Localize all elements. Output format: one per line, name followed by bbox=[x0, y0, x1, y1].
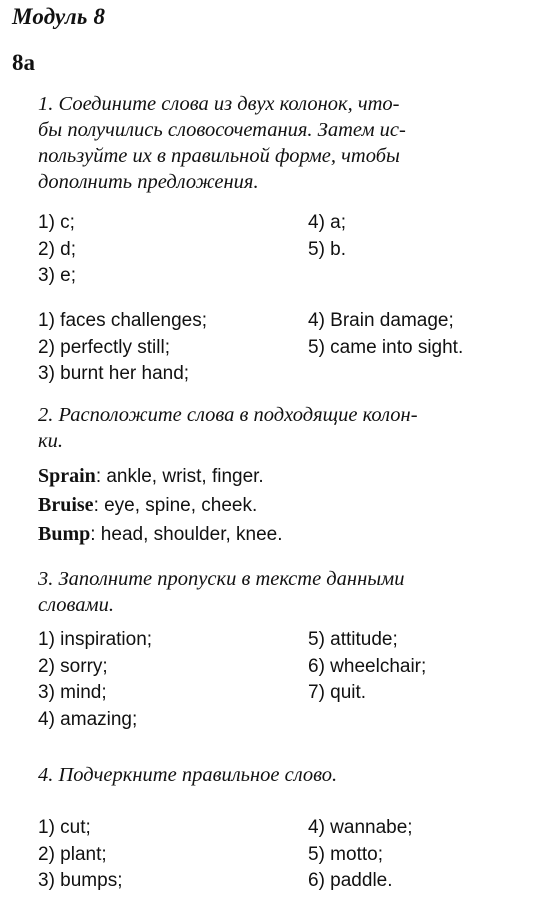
answer-item: 1) cut; bbox=[38, 817, 91, 838]
answer-item: 2) d; bbox=[38, 238, 77, 260]
task-1-matching-left-column bbox=[38, 210, 76, 290]
answer-item: 3) mind; bbox=[38, 682, 107, 703]
task-4-left-column bbox=[38, 815, 122, 895]
module-title: Модуль 8 bbox=[12, 4, 106, 29]
answer-item: 2) perfectly still; bbox=[38, 336, 170, 358]
task-3-answers bbox=[38, 627, 518, 737]
answer-item: 6) wheelchair; bbox=[308, 655, 427, 677]
answer-item: 5) motto; bbox=[308, 843, 383, 865]
task-3-right-column bbox=[308, 627, 426, 707]
task-3-left-column bbox=[38, 627, 152, 733]
category-bruise bbox=[38, 494, 257, 517]
answer-item: 5) came into sight. bbox=[308, 336, 464, 358]
answer-item: 1) c; bbox=[38, 212, 75, 233]
task-1-matching-answers bbox=[38, 210, 518, 290]
task-1-text: 1. Соедините слова из двух колонок, что- бы получились словосочетания. Затем ис- пользуйте их в правильной форме, чтобы дополнить предложения. bbox=[38, 93, 406, 193]
category-bump bbox=[38, 523, 283, 546]
answer-item: 3) e; bbox=[38, 265, 77, 286]
category-items: : eye, spine, cheek. bbox=[93, 495, 258, 516]
task-2-text: 2. Расположите слова в подходящие колон- ки. bbox=[38, 404, 418, 452]
task-1-instruction bbox=[38, 91, 516, 195]
answer-item: 4) wannabe; bbox=[308, 817, 413, 838]
task-1-matching-right-column bbox=[308, 210, 346, 263]
lesson-title: 8a bbox=[12, 50, 35, 75]
category-name: Bump bbox=[38, 523, 91, 545]
task-4-text: 4. Подчеркните правильное слово. bbox=[38, 764, 338, 786]
category-items: : ankle, wrist, finger. bbox=[95, 466, 264, 487]
task-1-phrases-left-column bbox=[38, 308, 207, 388]
category-name: Bruise bbox=[38, 494, 94, 516]
answer-item: 4) Brain damage; bbox=[308, 310, 454, 331]
task-1-phrases-right-column bbox=[308, 308, 463, 361]
answer-item: 4) a; bbox=[308, 212, 347, 233]
answer-item: 2) sorry; bbox=[38, 655, 108, 677]
answer-item: 7) quit. bbox=[308, 682, 367, 703]
answer-item: 3) bumps; bbox=[38, 870, 123, 891]
task-4-instruction bbox=[38, 762, 516, 788]
answer-item: 3) burnt her hand; bbox=[38, 363, 190, 384]
task-2-instruction bbox=[38, 402, 516, 454]
category-items: : head, shoulder, knee. bbox=[90, 524, 283, 545]
answer-item: 1) faces challenges; bbox=[38, 310, 207, 331]
task-3-instruction bbox=[38, 566, 516, 618]
task-4-right-column bbox=[308, 815, 413, 895]
category-sprain bbox=[38, 465, 264, 488]
answer-item: 1) inspiration; bbox=[38, 629, 153, 650]
answer-item: 4) amazing; bbox=[38, 708, 138, 730]
answer-item: 6) paddle. bbox=[308, 870, 393, 891]
answer-item: 5) attitude; bbox=[308, 629, 398, 650]
answer-item: 5) b. bbox=[308, 238, 347, 260]
answer-item: 2) plant; bbox=[38, 843, 107, 865]
category-name: Sprain bbox=[38, 465, 96, 487]
task-1-phrase-answers bbox=[38, 308, 518, 388]
task-4-answers bbox=[38, 815, 518, 899]
task-3-text: 3. Заполните пропуски в тексте данными словами. bbox=[38, 568, 405, 616]
